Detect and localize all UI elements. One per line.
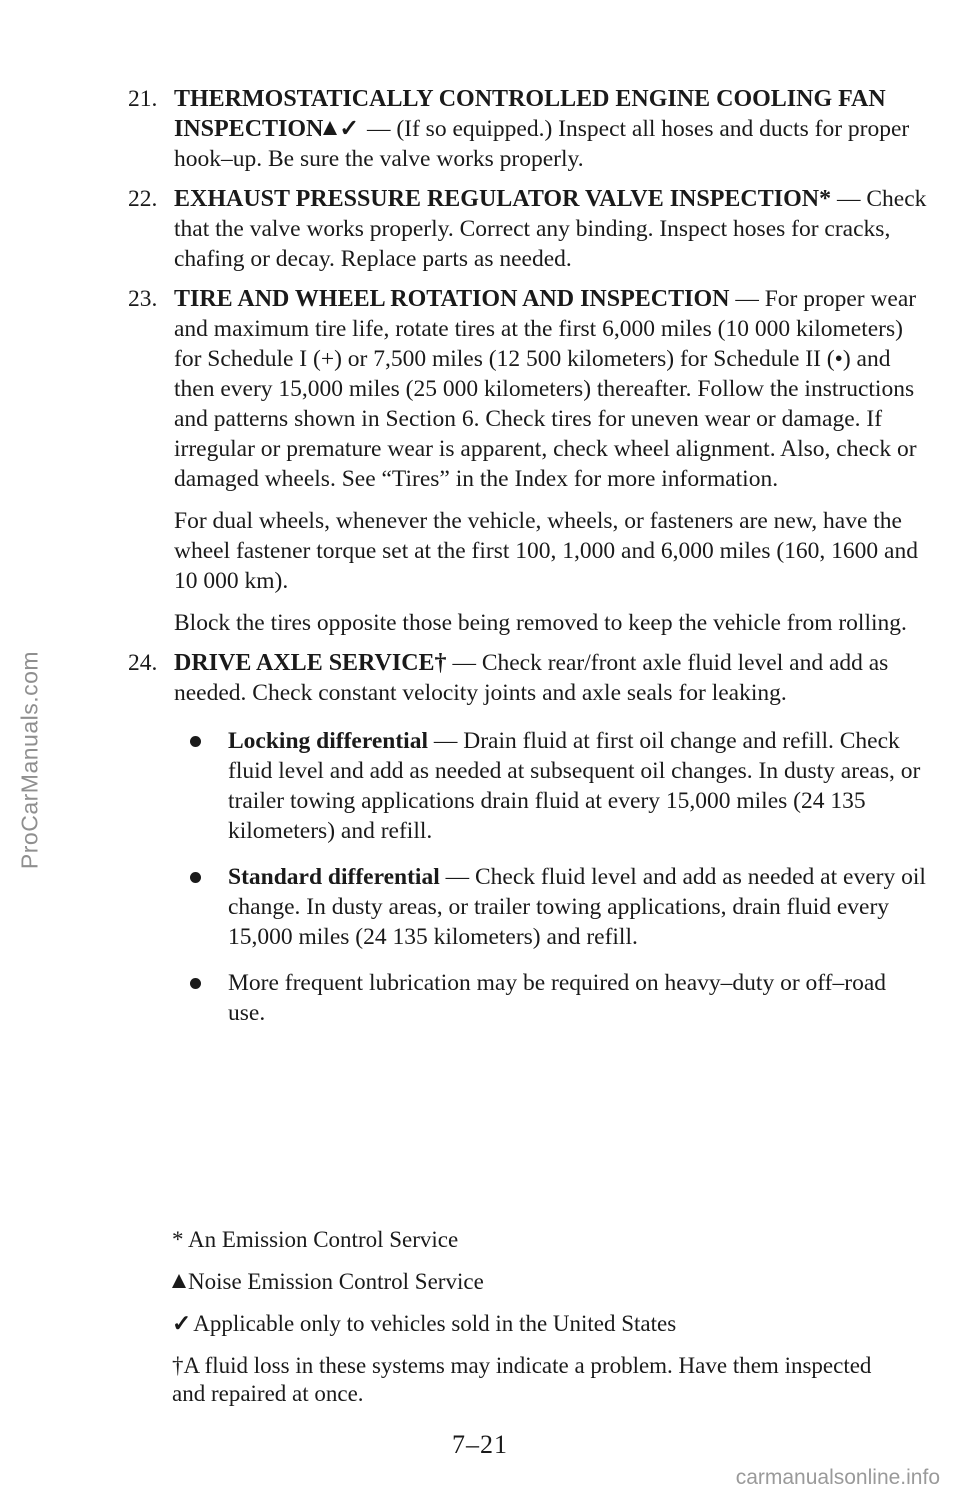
bullet-dot-icon — [190, 872, 201, 883]
item-text: — Check that the valve works properly. Correct any binding. Inspect hoses for cracks, chafing or decay. Replace parts as needed. — [174, 186, 927, 272]
item-title: EXHAUST PRESSURE REGULATOR VALVE INSPECTION* — [174, 186, 832, 212]
item-number: 24. — [128, 650, 158, 676]
footnote-noise — [172, 1268, 892, 1296]
noise-control-triangle-icon — [323, 121, 337, 135]
item-title: DRIVE AXLE SERVICE† — [174, 650, 447, 676]
bullet-dot-icon — [190, 978, 201, 989]
list-item-23 — [128, 284, 928, 638]
footnote-us-only — [172, 1310, 892, 1338]
item-title: THERMOSTATICALLY CONTROLLED ENGINE COOLING FAN INSPECTION — [174, 86, 886, 142]
item-number: 22. — [128, 186, 158, 212]
item-title: TIRE AND WHEEL ROTATION AND INSPECTION — [174, 286, 730, 312]
bullet-title: Standard differential — [228, 864, 440, 890]
footnote-fluid: †A fluid loss in these systems may indicate a problem. Have them inspected and repaired at once. — [172, 1353, 872, 1406]
list-item-24 — [128, 648, 928, 1028]
bullet-lubrication — [174, 968, 928, 1028]
bullet-locking-differential — [174, 726, 928, 846]
item-text: — (If so equipped.) Inspect all hoses and ducts for proper hook–up. Be sure the valve works properly. — [174, 116, 910, 172]
block-tires-paragraph: Block the tires opposite those being removed to keep the vehicle from rolling. — [174, 610, 907, 636]
footnote-emission: * An Emission Control Service — [172, 1227, 459, 1252]
list-item-22 — [128, 184, 928, 274]
us-only-check-icon: ✓ — [172, 1311, 192, 1336]
bullet-standard-differential — [174, 862, 928, 952]
footnote-us-only-text: Applicable only to vehicles sold in the United States — [193, 1311, 677, 1336]
bullet-text: — Check fluid level and add as needed at every oil change. In dusty areas, or trailer towing applications, drain fluid every 15,000 miles (24 135 kilometers) and refill. — [228, 864, 926, 950]
footnotes — [172, 1226, 892, 1422]
us-only-check-icon: ✓ — [339, 116, 360, 142]
maintenance-list — [128, 84, 928, 1044]
bullet-text: — Drain fluid at first oil change and refill. Check fluid level and add as needed at subsequent oil changes. In dusty areas, or trailer towing applications drain fluid at every 15,000 miles (24 135 kilometers) and refill. — [228, 728, 921, 844]
item-number: 23. — [128, 286, 158, 312]
bullet-dot-icon — [190, 736, 201, 747]
dual-wheels-paragraph: For dual wheels, whenever the vehicle, wheels, or fasteners are new, have the wheel fastener torque set at the first 100, 1,000 and 6,000 miles (160, 1600 and 10 000 km). — [174, 508, 918, 594]
bullet-text: More frequent lubrication may be required on heavy–duty or off–road use. — [228, 970, 886, 1026]
bullet-title: Locking differential — [228, 728, 428, 754]
item-number: 21. — [128, 86, 158, 112]
item-text: — Check rear/front axle fluid level and add as needed. Check constant velocity joints and axle seals for leaking. — [174, 650, 889, 706]
footnote-noise-text: Noise Emission Control Service — [188, 1269, 484, 1294]
noise-control-triangle-icon — [172, 1274, 186, 1288]
page-number: 7–21 — [452, 1430, 508, 1459]
list-item-21 — [128, 84, 928, 174]
differential-bullets — [174, 726, 928, 1028]
watermark: ProCarManuals.com — [16, 650, 43, 870]
item-text: — For proper wear and maximum tire life, rotate tires at the first 6,000 miles (10 000 kilometers) for Schedule I (+) or 7,500 miles (12 500 kilometers) for Schedule II (•) and then every 15,000 miles (25 000 kilometers) thereafter. Follow the instructions and patterns shown in Section 6. Check tires for uneven wear or damage. If irregular or premature wear is apparent, check wheel alignment. Also, check or damaged wheels. See “Tires” in the Index for more information. — [174, 286, 917, 492]
site-footer: carmanualsonline.info — [735, 1466, 940, 1489]
